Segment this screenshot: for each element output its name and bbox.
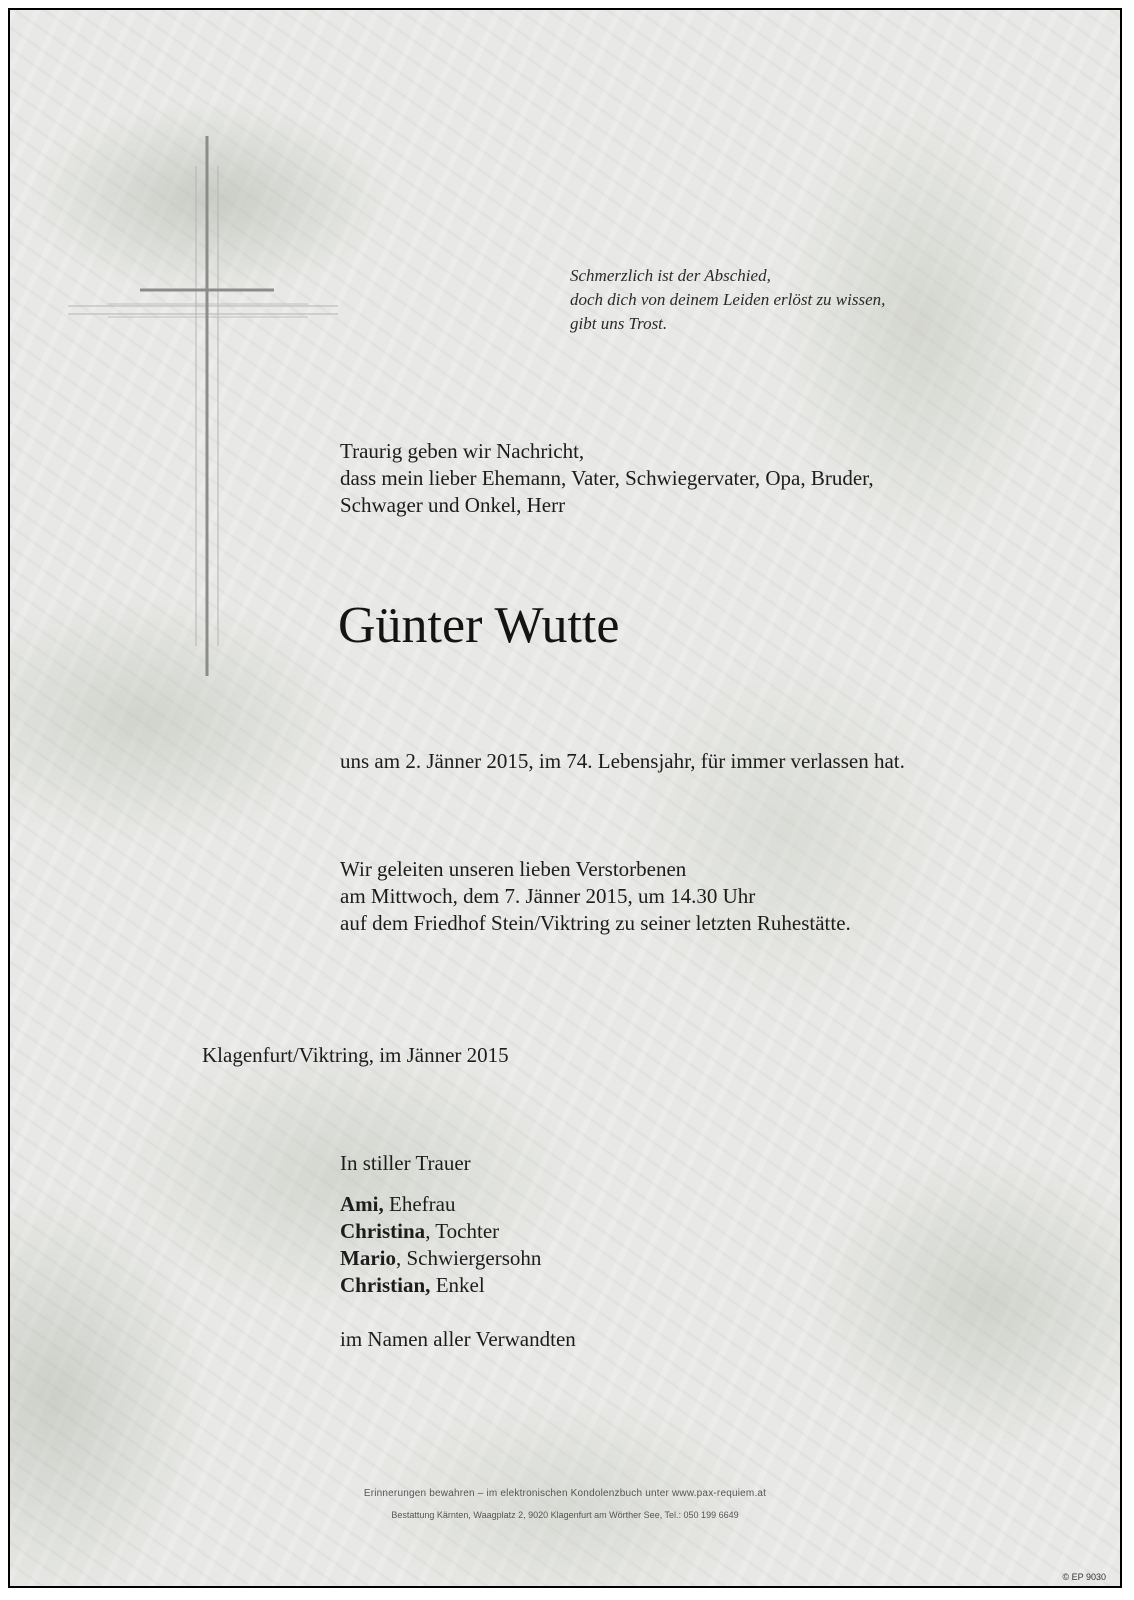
mourner-item (340, 1191, 541, 1218)
mourner-item (340, 1272, 541, 1299)
mourning-heading: In stiller Trauer (340, 1151, 471, 1175)
intro-line: dass mein lieber Ehemann, Vater, Schwiegervater, Opa, Bruder, (340, 466, 874, 490)
footer-condolence-note: Erinnerungen bewahren – im elektronischen Kondolenzbuch unter www.pax-requiem.at (363, 1488, 767, 1499)
mourner-item (340, 1245, 541, 1272)
mourners-list (340, 1191, 541, 1299)
intro-line: Traurig geben wir Nachricht, (340, 439, 585, 463)
cross-icon (68, 136, 338, 676)
mourner-relation: Enkel (430, 1273, 485, 1297)
mourner-relation: Ehefrau (383, 1192, 456, 1216)
mourner-item (340, 1218, 541, 1245)
funeral-line: am Mittwoch, dem 7. Jänner 2015, um 14.30 Uhr (340, 884, 756, 908)
mourner-relation: , Tochter (425, 1219, 500, 1243)
mourner-relation: , Schwiergersohn (395, 1246, 542, 1270)
funeral-line: Wir geleiten unseren lieben Verstorbenen (340, 857, 687, 881)
mourner-name: Christina (340, 1219, 426, 1243)
intro-line: Schwager und Onkel, Herr (340, 493, 566, 517)
mourner-name: Christian, (340, 1273, 431, 1297)
funeral-line: auf dem Friedhof Stein/Viktring zu seiner letzten Ruhestätte. (340, 911, 851, 935)
place-and-date: Klagenfurt/Viktring, im Jänner 2015 (202, 1043, 509, 1067)
deceased-name: Günter Wutte (338, 597, 620, 654)
print-code: © EP 9030 (1062, 1572, 1106, 1582)
motto-line: doch dich von deinem Leiden erlöst zu wissen, (570, 290, 886, 309)
motto-line: Schmerzlich ist der Abschied, (570, 266, 771, 285)
footer-funeral-home: Bestattung Kärnten, Waagplatz 2, 9020 Klagenfurt am Wörther See, Tel.: 050 199 6649 (391, 1510, 739, 1520)
mourning-closing: im Namen aller Verwandten (340, 1327, 576, 1351)
motto-line: gibt uns Trost. (570, 314, 668, 333)
motto-quote (570, 264, 885, 336)
funeral-details (340, 856, 851, 937)
announcement-intro (340, 438, 874, 519)
mourner-name: Ami, (340, 1192, 384, 1216)
mourner-name: Mario (340, 1246, 396, 1270)
death-notice: uns am 2. Jänner 2015, im 74. Lebensjahr, für immer verlassen hat. (340, 749, 905, 773)
obituary-sheet (8, 8, 1122, 1588)
